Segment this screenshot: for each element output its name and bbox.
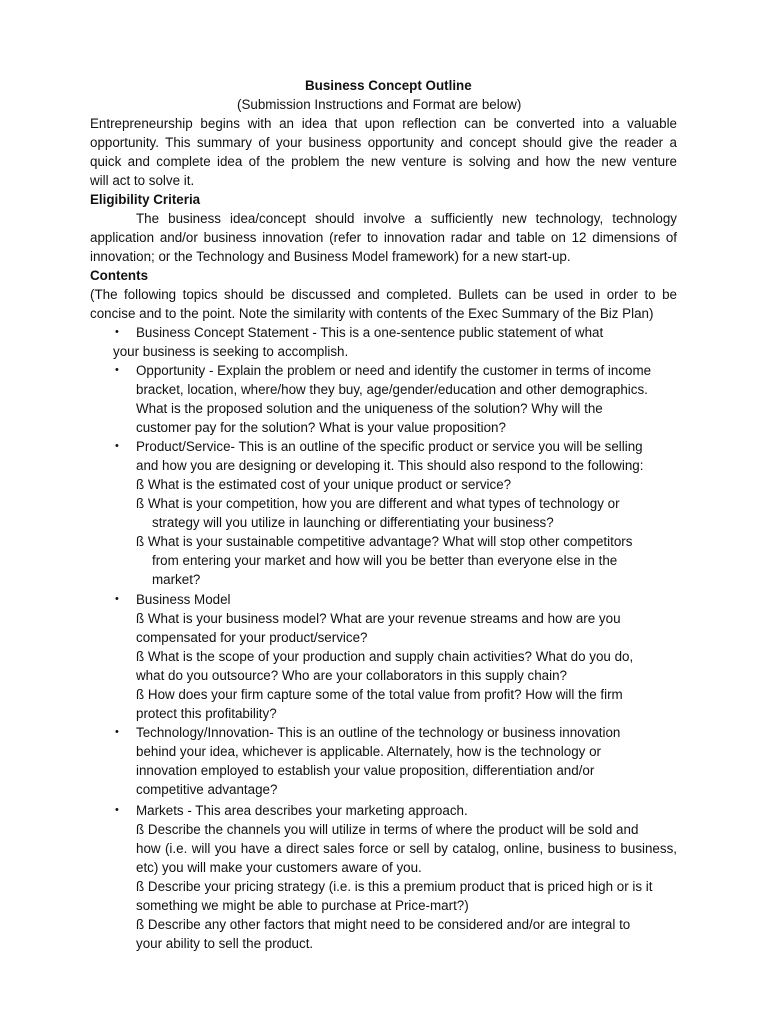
model-line: compensated for your product/service? xyxy=(136,630,368,645)
technology-line: competitive advantage? xyxy=(136,782,278,797)
bullet-marker: • xyxy=(115,726,119,738)
contents-line: (The following topics should be discussed and completed. Bullets can be used in order to be xyxy=(90,287,677,302)
eligibility-line: The business idea/concept should involve a sufficiently new technology, technology xyxy=(136,211,677,226)
bullet-marker: • xyxy=(115,440,119,452)
model-line: Business Model xyxy=(136,592,231,607)
product-line: Product/Service- This is an outline of the specific product or service you will be selling xyxy=(136,439,643,454)
product-line: from entering your market and how will you be better than everyone else in the xyxy=(152,553,618,568)
contents-line: concise and to the point. Note the similarity with contents of the Exec Summary of the Biz Plan) xyxy=(90,306,654,321)
markets-line: etc) you will make your customers aware of you. xyxy=(136,860,422,875)
model-line: ß How does your firm capture some of the total value from profit? How will the firm xyxy=(136,687,623,702)
contents-heading: Contents xyxy=(90,268,149,283)
intro-line: quick and complete idea of the problem the new venture is solving and how the new venture xyxy=(90,154,677,169)
eligibility-line: innovation; or the Technology and Business Model framework) for a new start-up. xyxy=(90,249,571,264)
eligibility-line: application and/or business innovation (refer to innovation radar and table on 12 dimensions of xyxy=(90,230,677,245)
concept-line: your business is seeking to accomplish. xyxy=(113,344,349,359)
product-line: ß What is your competition, how you are different and what types of technology or xyxy=(136,496,620,511)
intro-line: Entrepreneurship begins with an idea that upon reflection can be converted into a valuable xyxy=(90,116,677,131)
bullet-marker: • xyxy=(115,804,119,816)
product-line: and how you are designing or developing it. This should also respond to the following: xyxy=(136,458,644,473)
markets-line: ß Describe any other factors that might need to be considered and/or are integral to xyxy=(136,917,631,932)
product-line: ß What is your sustainable competitive advantage? What will stop other competitors xyxy=(136,534,633,549)
opportunity-line: What is the proposed solution and the uniqueness of the solution? Why will the xyxy=(136,401,603,416)
markets-line: how (i.e. will you have a direct sales force or sell by catalog, online, business to business, xyxy=(136,841,677,856)
product-line: ß What is the estimated cost of your unique product or service? xyxy=(136,477,512,492)
bullet-marker: • xyxy=(115,326,119,338)
document-subtitle: (Submission Instructions and Format are below) xyxy=(237,97,522,112)
technology-line: innovation employed to establish your value proposition, differentiation and/or xyxy=(136,763,595,778)
bullet-marker: • xyxy=(115,364,119,376)
technology-line: behind your idea, whichever is applicable. Alternately, how is the technology or xyxy=(136,744,601,759)
opportunity-line: customer pay for the solution? What is your value proposition? xyxy=(136,420,506,435)
technology-line: Technology/Innovation- This is an outline of the technology or business innovation xyxy=(136,725,621,740)
intro-line: opportunity. This summary of your business opportunity and concept should give the reader a xyxy=(90,135,677,150)
opportunity-line: bracket, location, where/how they buy, age/gender/education and other demographics. xyxy=(136,382,648,397)
intro-line: will act to solve it. xyxy=(90,173,195,188)
markets-line: something we might be able to purchase at Price-mart?) xyxy=(136,898,469,913)
model-line: ß What is the scope of your production and supply chain activities? What do you do, xyxy=(136,649,634,664)
markets-line: ß Describe the channels you will utilize in terms of where the product will be sold and xyxy=(136,822,639,837)
document-title: Business Concept Outline xyxy=(305,78,472,93)
model-line: what do you outsource? Who are your collaborators in this supply chain? xyxy=(136,668,567,683)
model-line: ß What is your business model? What are your revenue streams and how are you xyxy=(136,611,621,626)
markets-line: your ability to sell the product. xyxy=(136,936,314,951)
product-line: market? xyxy=(152,572,201,587)
model-line: protect this profitability? xyxy=(136,706,277,721)
opportunity-line: Opportunity - Explain the problem or need and identify the customer in terms of income xyxy=(136,363,652,378)
markets-line: ß Describe your pricing strategy (i.e. is this a premium product that is priced high or is it xyxy=(136,879,653,894)
markets-line: Markets - This area describes your marketing approach. xyxy=(136,803,468,818)
concept-line: Business Concept Statement - This is a one-sentence public statement of what xyxy=(136,325,604,340)
product-line: strategy will you utilize in launching or differentiating your business? xyxy=(152,515,554,530)
bullet-marker: • xyxy=(115,593,119,605)
eligibility-heading: Eligibility Criteria xyxy=(90,192,201,207)
